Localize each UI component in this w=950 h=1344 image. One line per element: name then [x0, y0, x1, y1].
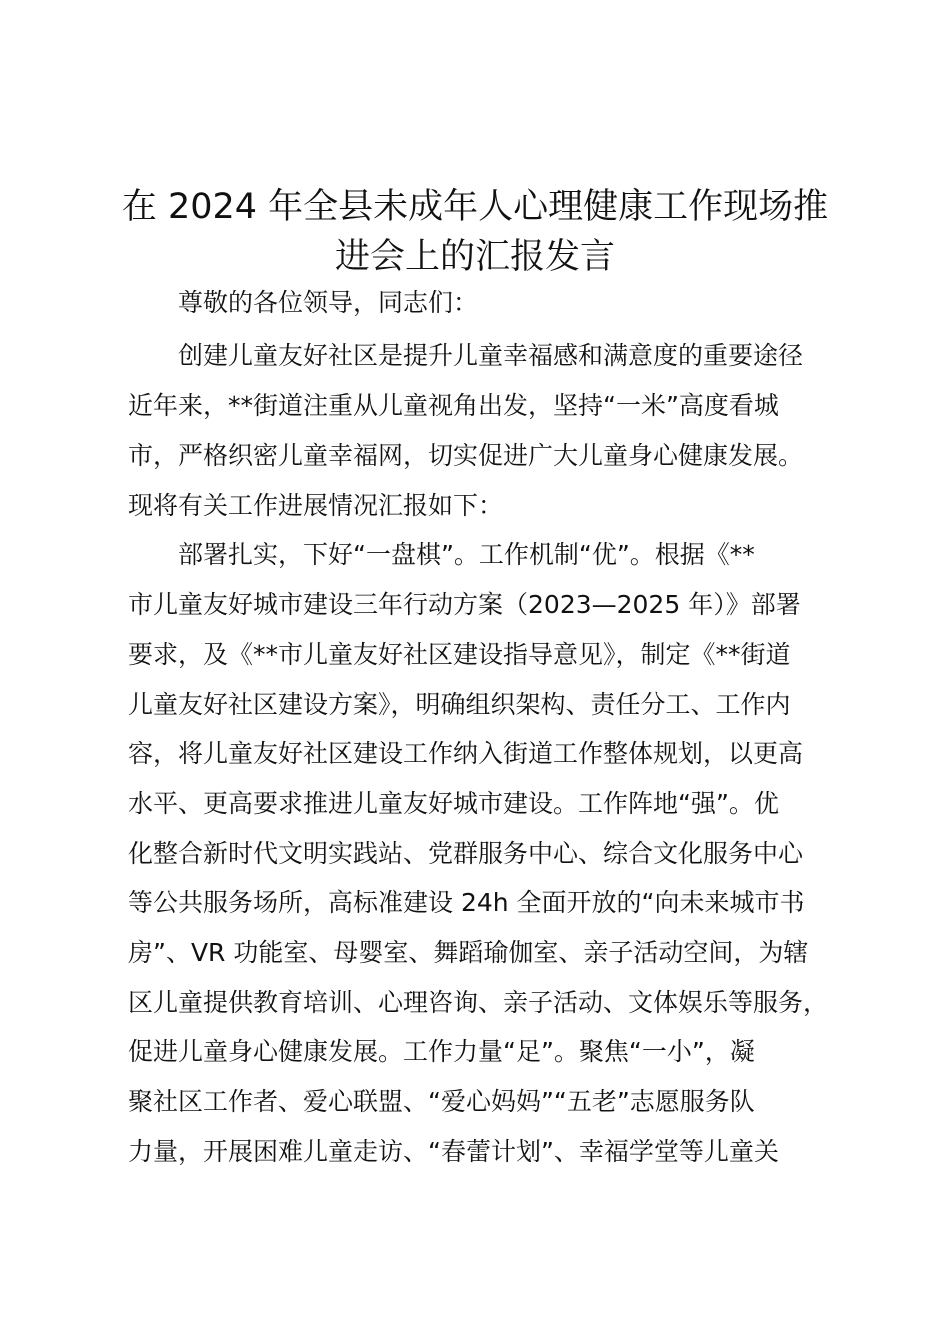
document-title-line-2: 进会上的汇报发言 [334, 237, 615, 277]
paragraph-line: 化整合新时代文明实践站、党群服务中心、综合文化服务中心 [128, 839, 804, 868]
paragraph-line: 力量，开展困难儿童走访、“春蕾计划”、幸福学堂等儿童关 [128, 1137, 779, 1166]
paragraph-line: 容，将儿童友好社区建设工作纳入街道工作整体规划，以更高 [128, 739, 804, 768]
paragraph-line: 房”、VR 功能室、母婴室、舞蹈瑜伽室、亲子活动空间，为辖 [128, 938, 809, 967]
salutation: 尊敬的各位领导，同志们： [178, 288, 479, 317]
paragraph-line: 市，严格织密儿童幸福网，切实促进广大儿童身心健康发展。 [128, 441, 804, 470]
paragraph-line: 促进儿童身心健康发展。工作力量“足”。聚焦“一小”，凝 [128, 1037, 755, 1066]
document-title-line-1: 在 2024 年全县未成年人心理健康工作现场推 [121, 187, 829, 227]
paragraph-line: 要求，及《**市儿童友好社区建设指导意见》，制定《**街道 [128, 640, 791, 669]
paragraph-line: 等公共服务场所，高标准建设 24h 全面开放的“向未来城市书 [128, 888, 805, 917]
paragraph-line: 聚社区工作者、爱心联盟、“爱心妈妈”“五老”志愿服务队 [128, 1087, 755, 1116]
paragraph-line: 现将有关工作进展情况汇报如下： [128, 491, 504, 520]
paragraph-line: 水平、更高要求推进儿童友好城市建设。工作阵地“强”。优 [128, 789, 779, 818]
paragraph-line: 近年来，**街道注重从儿童视角出发，坚持“一米”高度看城 [128, 391, 779, 420]
paragraph-line: 市儿童友好城市建设三年行动方案（2023—2025 年）》部署 [128, 590, 801, 619]
paragraph-line: 区儿童提供教育培训、心理咨询、亲子活动、文体娱乐等服务， [128, 988, 829, 1017]
paragraph-line: 部署扎实，下好“一盘棋”。工作机制“优”。根据《** [178, 540, 755, 569]
paragraph-line: 创建儿童友好社区是提升儿童幸福感和满意度的重要途径 [178, 341, 804, 370]
paragraph-line: 儿童友好社区建设方案》，明确组织架构、责任分工、工作内 [128, 690, 791, 719]
